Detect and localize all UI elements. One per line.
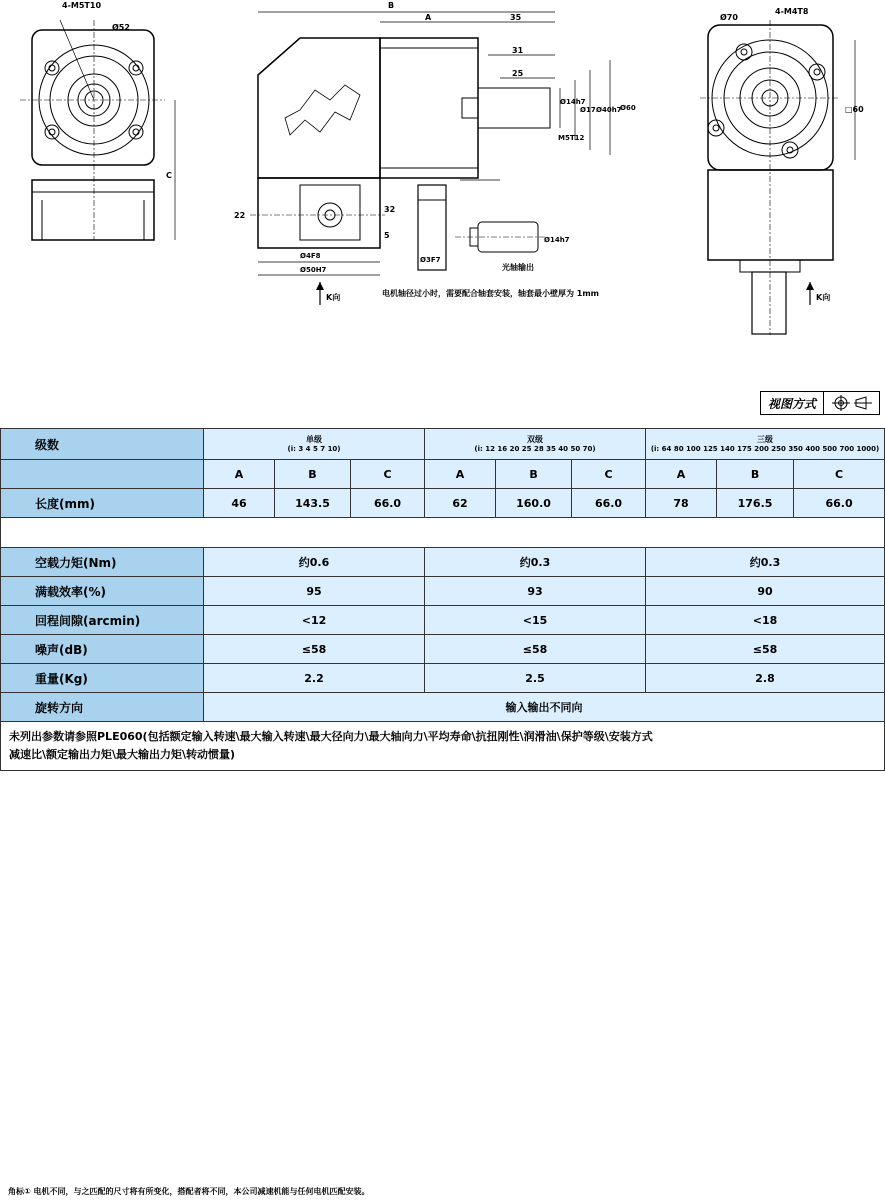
length-value: 66.0 xyxy=(351,489,425,518)
dim-22: 22 xyxy=(234,211,246,220)
dim-b: B xyxy=(388,1,395,10)
dim-35: 35 xyxy=(510,13,522,22)
spec-value: <15 xyxy=(425,606,646,635)
length-value: 176.5 xyxy=(717,489,794,518)
rotation-row xyxy=(1,693,885,722)
spec-value: ≤58 xyxy=(204,635,425,664)
spec-value: ≤58 xyxy=(425,635,646,664)
rotation-value: 输入输出不同向 xyxy=(204,693,885,722)
spec-value: 约0.3 xyxy=(646,548,885,577)
dim-phi4f8: Ø4F8 xyxy=(300,252,321,260)
spec-value: <12 xyxy=(204,606,425,635)
stage-triple: 三级 (i: 64 80 100 125 140 175 200 250 350 400 500 700 1000) xyxy=(646,429,885,460)
length-value: 46 xyxy=(204,489,275,518)
view-mode-box xyxy=(760,391,880,415)
left-flange-view xyxy=(20,20,175,240)
dim-4-m5t10: 4-M5T10 xyxy=(62,1,102,10)
projection-symbol-icon xyxy=(824,392,879,414)
dim-phi17: Ø17 xyxy=(580,106,596,114)
dim-k-direction-center: K向 xyxy=(326,293,341,302)
spec-value: ≤58 xyxy=(646,635,885,664)
length-value: 143.5 xyxy=(275,489,351,518)
spec-row xyxy=(1,606,885,635)
column-header-row xyxy=(1,460,885,489)
spec-row xyxy=(1,577,885,606)
spec-row xyxy=(1,635,885,664)
dim-25: 25 xyxy=(512,69,524,78)
length-value: 62 xyxy=(425,489,496,518)
dim-c-left: C xyxy=(166,171,172,180)
dim-phi14h7: Ø14h7 xyxy=(560,98,586,106)
spec-value: 约0.6 xyxy=(204,548,425,577)
dim-a: A xyxy=(425,13,432,22)
col-b-2: B xyxy=(496,460,572,489)
spec-value: 2.5 xyxy=(425,664,646,693)
dim-k-direction-right: K向 xyxy=(816,293,831,302)
spec-value: 2.2 xyxy=(204,664,425,693)
length-value: 66.0 xyxy=(794,489,885,518)
length-value: 160.0 xyxy=(496,489,572,518)
column-header-blank xyxy=(1,460,204,489)
spec-value: 约0.3 xyxy=(425,548,646,577)
spec-value: 95 xyxy=(204,577,425,606)
length-label: 长度(mm) xyxy=(1,489,204,518)
spec-row xyxy=(1,664,885,693)
length-value: 66.0 xyxy=(572,489,646,518)
col-b-3: B xyxy=(717,460,794,489)
technical-drawing xyxy=(0,0,885,345)
spec-value: <18 xyxy=(646,606,885,635)
spacer-row xyxy=(1,518,885,548)
dim-phi52: Ø52 xyxy=(112,23,130,32)
col-b-1: B xyxy=(275,460,351,489)
view-mode-label: 视图方式 xyxy=(761,392,824,414)
note-row xyxy=(1,722,885,771)
footnote: 角标① 电机不同，与之匹配的尺寸将有所变化，搭配者将不同，本公司减速机能与任何电机匹配安装。 xyxy=(8,1187,370,1196)
spec-row xyxy=(1,548,885,577)
dim-phi70: Ø70 xyxy=(720,13,738,22)
length-row xyxy=(1,489,885,518)
right-flange-view xyxy=(700,20,855,335)
dim-4-m4t8: 4-M4T8 xyxy=(775,7,809,16)
spec-label: 重量(Kg) xyxy=(1,664,204,693)
dim-sq60: □60 xyxy=(845,105,864,114)
dim-phi3f7: Ø3F7 xyxy=(420,256,441,264)
col-c-2: C xyxy=(572,460,646,489)
smooth-shaft-part xyxy=(455,222,545,252)
spec-value: 2.8 xyxy=(646,664,885,693)
stage-double: 双级 (i: 12 16 20 25 28 35 40 50 70) xyxy=(425,429,646,460)
spec-value: 93 xyxy=(425,577,646,606)
stage-header-row xyxy=(1,429,885,460)
dim-phi14h7-shaft: Ø14h7 xyxy=(544,236,570,244)
col-a-2: A xyxy=(425,460,496,489)
smooth-shaft-label: 光轴输出 xyxy=(502,263,534,272)
spec-value: 90 xyxy=(646,577,885,606)
stage-single: 单级 (i: 3 4 5 7 10) xyxy=(204,429,425,460)
dim-phi40h7: Ø40h7 xyxy=(596,106,622,114)
dim-31: 31 xyxy=(512,46,524,55)
length-value: 78 xyxy=(646,489,717,518)
spec-label: 回程间隙(arcmin) xyxy=(1,606,204,635)
dim-phi60: Ø60 xyxy=(620,104,636,112)
col-c-3: C xyxy=(794,460,885,489)
spec-label: 噪声(dB) xyxy=(1,635,204,664)
note-line: 减速比\额定输出力矩\最大输出力矩\转动惯量) xyxy=(9,748,236,761)
motor-sleeve-note: 电机轴径过小时，需要配合轴套安装，轴套最小壁厚为 1mm xyxy=(382,289,600,298)
col-a-1: A xyxy=(204,460,275,489)
spec-label: 满载效率(%) xyxy=(1,577,204,606)
spacer-cell xyxy=(1,518,885,548)
spec-table xyxy=(0,428,885,771)
dim-5: 5 xyxy=(384,231,390,240)
spec-label: 空载力矩(Nm) xyxy=(1,548,204,577)
col-a-3: A xyxy=(646,460,717,489)
note-line: 未列出参数请参照PLE060(包括额定输入转速\最大输入转速\最大径向力\最大轴向力\平均寿命\抗扭刚性\润滑油\保护等级\安装方式 xyxy=(9,730,653,743)
stage-header-label: 级数 xyxy=(1,429,204,460)
note-cell xyxy=(1,722,885,771)
col-c-1: C xyxy=(351,460,425,489)
rotation-label: 旋转方向 xyxy=(1,693,204,722)
dim-m5t12: M5T12 xyxy=(558,134,585,142)
dim-32: 32 xyxy=(384,205,396,214)
dim-phi50h7: Ø50H7 xyxy=(300,266,327,274)
